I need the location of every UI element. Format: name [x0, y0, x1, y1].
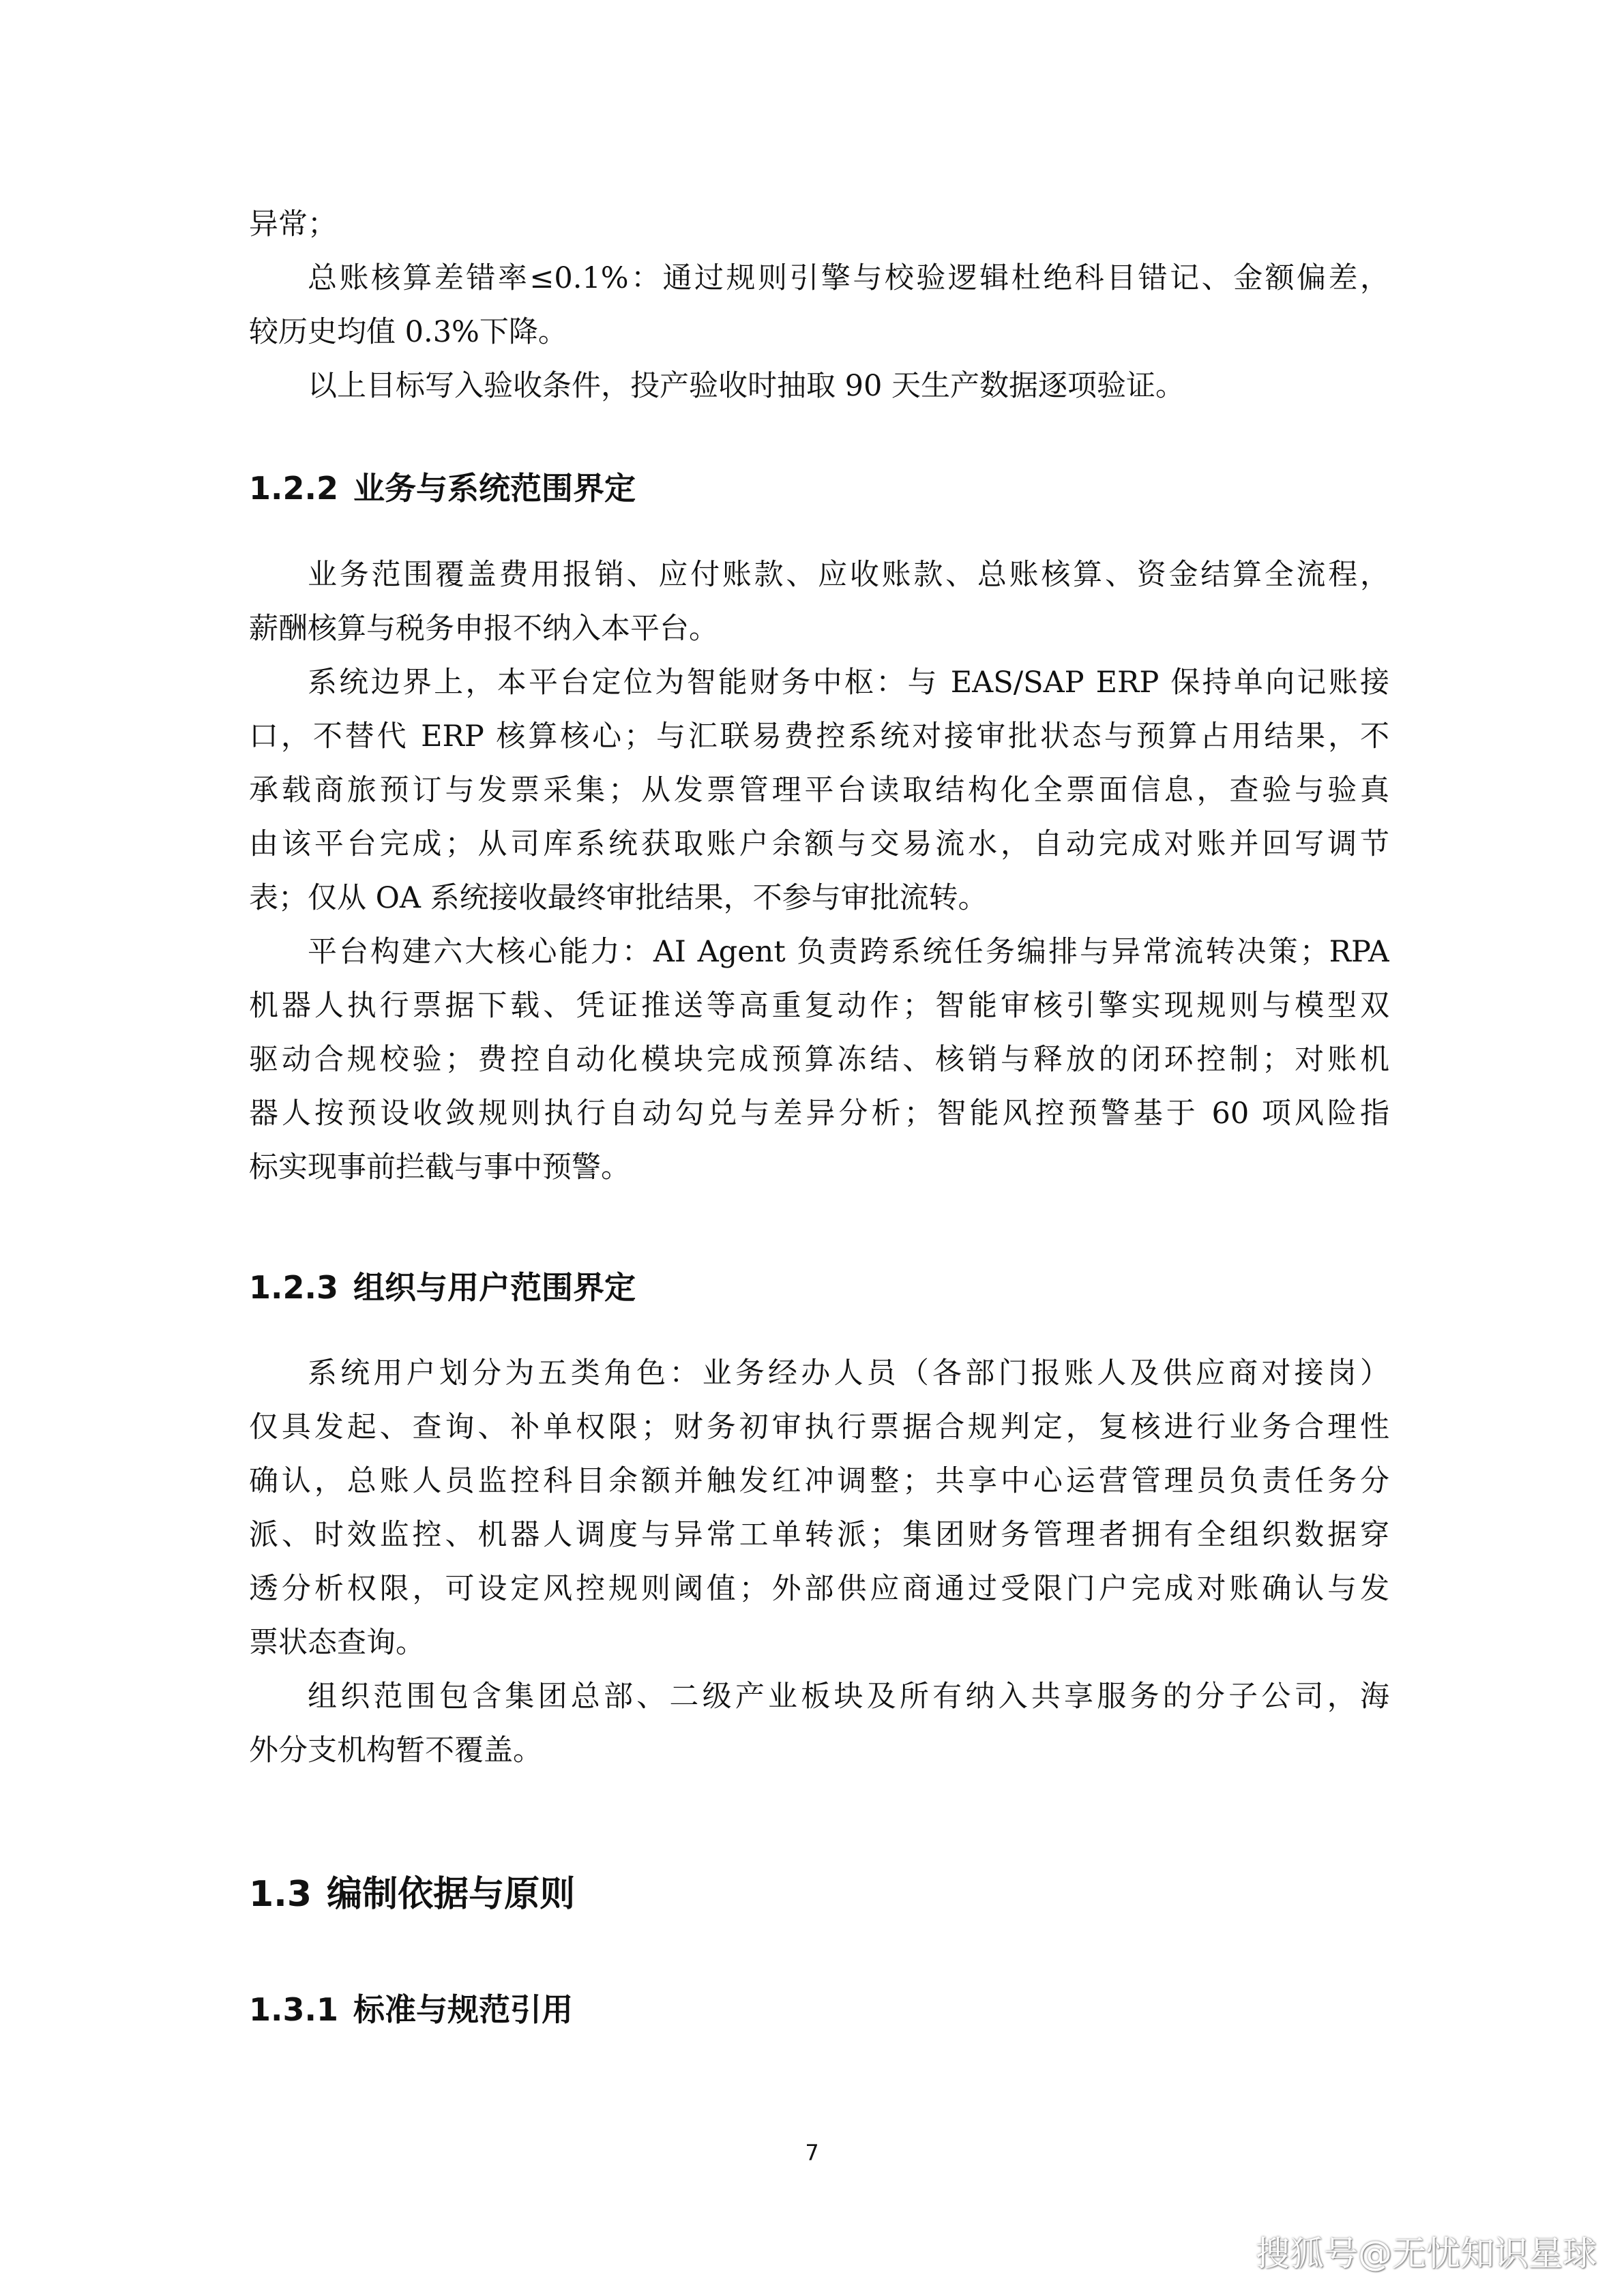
body-paragraph: [249, 252, 1389, 359]
paragraph-line: 组织范围包含集团总部、二级产业板块及所有纳入共享服务的分子公司，海: [308, 1680, 1389, 1714]
section-heading-1-3: [249, 1872, 575, 1917]
heading-title: 业务与系统范围界定: [353, 470, 636, 507]
page-number: 7: [805, 2140, 819, 2166]
heading-number: 1.2.2: [249, 470, 338, 507]
section-heading-1-3-1: [249, 1989, 573, 2030]
paragraph-line: 透分析权限，可设定风控规则阈值；外部供应商通过受限门户完成对账确认与发: [249, 1572, 1389, 1606]
paragraph-line: 平台构建六大核心能力：AI Agent 负责跨系统任务编排与异常流转决策；RPA: [308, 935, 1389, 969]
body-paragraph: [249, 925, 1389, 1195]
paragraph-line: 机器人执行票据下载、凭证推送等高重复动作；智能审核引擎实现规则与模型双: [249, 989, 1389, 1023]
paragraph-line: 外分支机构暂不覆盖。: [249, 1733, 542, 1768]
paragraph-line: 总账核算差错率≤0.1%：通过规则引擎与校验逻辑杜绝科目错记、金额偏差，: [308, 261, 1389, 295]
section-heading-1-2-3: [249, 1267, 636, 1308]
heading-title: 组织与用户范围界定: [353, 1269, 636, 1306]
paragraph-line: 以上目标写入验收条件，投产验收时抽取 90 天生产数据逐项验证。: [308, 369, 1185, 403]
body-paragraph: [249, 198, 1389, 252]
paragraph-line: 系统边界上，本平台定位为智能财务中枢：与 EAS/SAP ERP 保持单向记账接: [308, 666, 1389, 700]
body-paragraph: [249, 1347, 1389, 1670]
paragraph-line: 驱动合规校验；费控自动化模块完成预算冻结、核销与释放的闭环控制；对账机: [249, 1043, 1389, 1077]
heading-number: 1.3.1: [249, 1991, 338, 2028]
body-paragraph: [249, 656, 1389, 925]
paragraph-line: 标实现事前拦截与事中预警。: [249, 1150, 630, 1184]
paragraph-line: 器人按预设收敛规则执行自动勾兑与差异分析；智能风控预警基于 60 项风险指: [249, 1097, 1389, 1131]
paragraph-line: 异常；: [249, 207, 337, 241]
watermark: 搜狐号@无忧知识星球: [1256, 2234, 1597, 2273]
paragraph-line: 口，不替代 ERP 核算核心；与汇联易费控系统对接审批状态与预算占用结果，不: [249, 719, 1389, 754]
paragraph-line: 承载商旅预订与发票采集；从发票管理平台读取结构化全票面信息，查验与验真: [249, 773, 1389, 807]
heading-number: 1.3: [249, 1874, 312, 1915]
paragraph-line: 系统用户划分为五类角色：业务经办人员（各部门报账人及供应商对接岗）: [308, 1356, 1389, 1390]
paragraph-line: 派、时效监控、机器人调度与异常工单转派；集团财务管理者拥有全组织数据穿: [249, 1518, 1389, 1552]
paragraph-line: 由该平台完成；从司库系统获取账户余额与交易流水，自动完成对账并回写调节: [249, 827, 1389, 861]
paragraph-line: 表；仅从 OA 系统接收最终审批结果，不参与审批流转。: [249, 881, 988, 915]
section-heading-1-2-2: [249, 468, 636, 509]
heading-title: 编制依据与原则: [327, 1874, 576, 1915]
body-paragraph: [249, 359, 1389, 413]
paragraph-line: 较历史均值 0.3%下降。: [249, 315, 567, 349]
paragraph-line: 薪酬核算与税务申报不纳入本平台。: [249, 612, 718, 646]
paragraph-line: 业务范围覆盖费用报销、应付账款、应收账款、总账核算、资金结算全流程，: [308, 558, 1389, 592]
body-paragraph: [249, 548, 1389, 656]
paragraph-line: 确认，总账人员监控科目余额并触发红冲调整；共享中心运营管理员负责任务分: [249, 1464, 1389, 1498]
body-paragraph: [249, 1670, 1389, 1778]
paragraph-line: 票状态查询。: [249, 1626, 425, 1660]
paragraph-line: 仅具发起、查询、补单权限；财务初审执行票据合规判定，复核进行业务合理性: [249, 1410, 1389, 1444]
heading-title: 标准与规范引用: [353, 1991, 573, 2028]
heading-number: 1.2.3: [249, 1269, 338, 1306]
